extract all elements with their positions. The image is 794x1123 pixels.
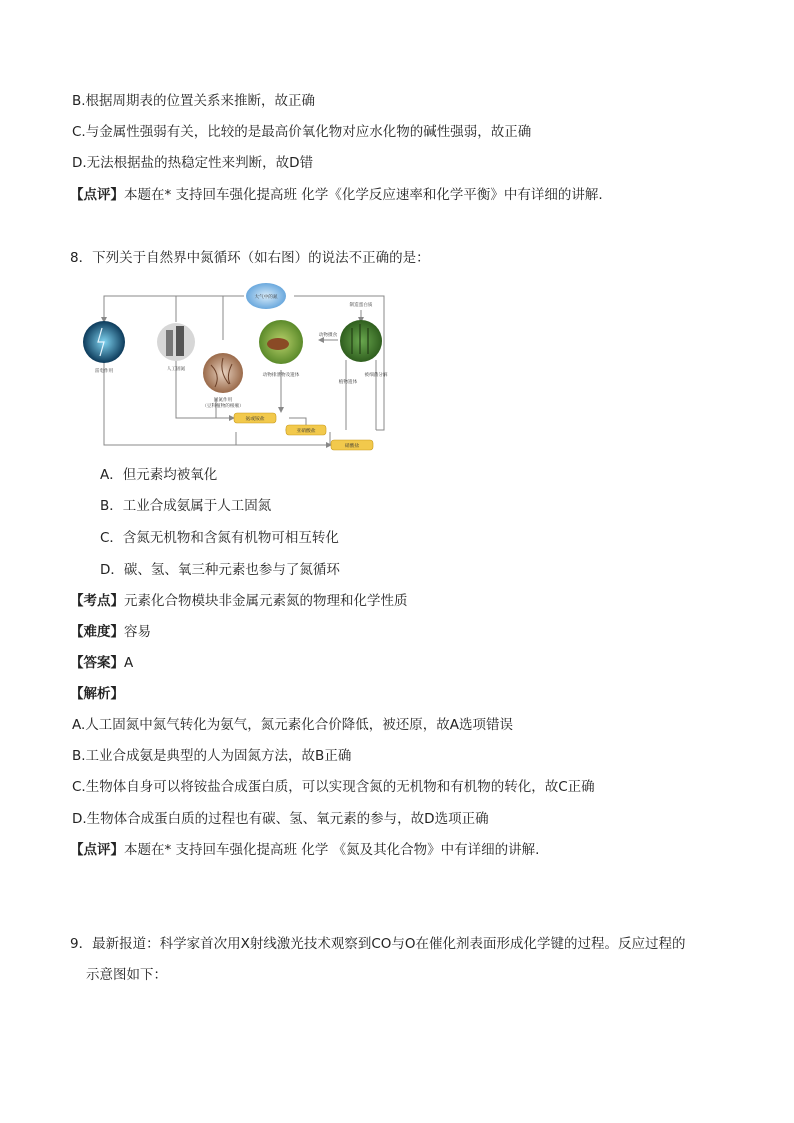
q8-analysis-d: D.生物体合成蛋白质的过程也有碳、氢、氧元素的参与，故D选项正确 (72, 811, 489, 827)
q8-analysis-c: C.生物体自身可以将铵盐合成蛋白质，可以实现含氮的无机物和有机物的转化，故C正确 (72, 779, 595, 795)
forest-icon (340, 320, 382, 362)
nandu-tag: 【难度】 (70, 624, 124, 640)
label-ammonia: 氨或铵盐 (245, 417, 265, 422)
label-nitrate: 硝酸盐 (344, 444, 360, 449)
q8-stem: 8．下列关于自然界中氮循环（如右图）的说法不正确的是： (70, 250, 430, 266)
q8-comment (70, 841, 539, 859)
prev-option-c: C.与金属性强弱有关，比较的是最高价氧化物对应水化物的碱性强弱，故正确 (72, 124, 532, 140)
comment-tag: 【点评】 (70, 842, 124, 858)
q8-option-a: A．但元素均被氧化 (100, 467, 218, 483)
comment-tag: 【点评】 (70, 187, 124, 203)
label-atmosphere: 大气中的氮 (254, 295, 278, 300)
label-plant-remains: 植物遗体 (338, 380, 358, 385)
kaodian-text: 元素化合物模块非金属元素氮的物理和化学性质 (124, 593, 408, 609)
q8-analysis-b: B.工业合成氨是典型的人为固氮方法，故B正确 (72, 748, 352, 764)
q8-option-d: D．碳、氢、氧三种元素也参与了氮循环 (100, 562, 340, 578)
label-lightning: 雷电作用 (94, 369, 114, 374)
jiexi-tag: 【解析】 (70, 686, 124, 702)
label-nitrite: 亚硝酸盐 (296, 429, 316, 434)
prev-option-b: B.根据周期表的位置关系来推断，故正确 (72, 93, 316, 109)
q8-jiexi (70, 685, 124, 703)
label-animals: 动物排泄物及遗体 (262, 373, 300, 378)
label-decomposition: 被细菌分解 (364, 373, 388, 378)
q8-analysis-a: A.人工固氮中氮气转化为氨气，氮元素化合价降低，被还原，故A选项错误 (72, 717, 514, 733)
comment-text: 本题在* 支持回车强化提高班 化学《化学反应速率和化学平衡》中有详细的讲解. (124, 187, 603, 203)
kaodian-tag: 【考点】 (70, 593, 124, 609)
answer-text: A (124, 655, 134, 671)
label-animal-food: 动物摄食 (318, 333, 338, 338)
q8-option-b: B．工业合成氨属于人工固氮 (100, 498, 272, 514)
label-bio-fix-sub: （豆科植物的根瘤） (202, 404, 244, 409)
q8-kaodian (70, 592, 408, 610)
q8-nandu (70, 623, 151, 641)
q8-answer (70, 654, 133, 672)
label-industrial: 人工固氮 (166, 367, 186, 372)
label-bio-fix: 固氮作用 (213, 398, 233, 403)
nitrogen-cycle-diagram (76, 280, 396, 452)
prev-option-d: D.无法根据盐的热稳定性来判断，故D错 (72, 155, 314, 171)
answer-tag: 【答案】 (70, 655, 124, 671)
label-plant-protein: 制造蛋白质 (349, 303, 373, 308)
nandu-text: 容易 (124, 624, 151, 640)
q9-stem-line2: 示意图如下： (86, 967, 167, 983)
q9-stem-line1: 9．最新报道：科学家首次用X射线激光技术观察到CO与O在催化剂表面形成化学键的过程。反应过程的 (70, 936, 686, 952)
comment-text: 本题在* 支持回车强化提高班 化学 《氮及其化合物》中有详细的讲解. (124, 842, 540, 858)
q8-option-c: C．含氮无机物和含氮有机物可相互转化 (100, 530, 339, 546)
prev-comment (70, 186, 603, 204)
